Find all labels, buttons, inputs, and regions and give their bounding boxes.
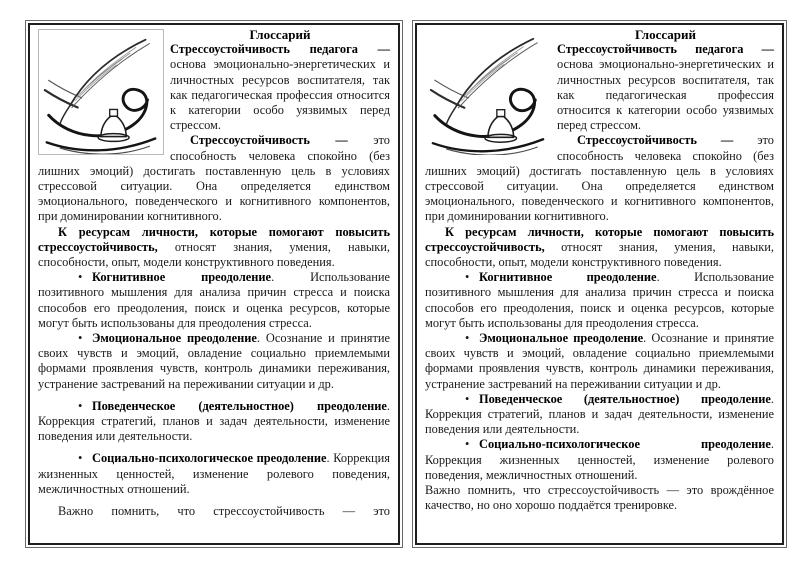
quill-pen-illustration <box>38 29 164 155</box>
bullet-marker: • <box>78 398 83 413</box>
body-text: это способность человека спокойно (без лишних эмоций) достигать поставленную цель в условиях стрессовой ситуации. Она определяется единством эмоционального, поведенческого и когнитивного компонентов, при доминировании когнитивного. <box>38 133 390 224</box>
body-text: Важно помнить, что стрессоустойчивость — это врождённое качество, но оно хорошо поддаётся тренировке. <box>425 483 774 513</box>
term-bold-text: Когнитивное преодоление <box>92 270 272 285</box>
bullet-marker: • <box>465 437 470 452</box>
body-text: . Осознание и принятие своих чувств и эмоций, овладение социально приемлемыми формами проявления чувств, контроль динамики переживания, устранение застреваний на переживании ситуации и др. <box>38 331 390 391</box>
glossary-card-right-frame <box>415 23 784 545</box>
body-text: это способность человека спокойно (без лишних эмоций) достигать поставленную цель в условиях стрессовой ситуации. Она определяется единством эмоционального, поведенческого и когнитивного компонентов, при доминировании когнитивного. <box>425 133 774 224</box>
bullet-paragraph <box>425 331 774 392</box>
paragraph <box>38 225 390 271</box>
body-text: Важно помнить, что стрессоустойчивость — это <box>58 504 390 519</box>
body-text: . Коррекция стратегий, планов и задач деятельности, изменение поведения или деятельности. <box>38 398 390 444</box>
bullet-marker: • <box>465 331 470 346</box>
term-bold-text: К ресурсам личности, которые помогают повысить стрессоустойчивость, <box>38 224 390 254</box>
glossary-card-right <box>412 20 787 548</box>
term-bold-text: Социально-психологическое преодоление <box>92 451 327 466</box>
term-bold-text: Когнитивное преодоление <box>479 270 657 285</box>
bullet-paragraph <box>38 399 390 445</box>
glossary-card-left <box>25 20 403 548</box>
paragraph <box>425 483 774 513</box>
body-text: основа эмоционально-энергетических и личностных ресурсов воспитателя, так как педагогическая профессия относится к категории особо уязвимых перед стрессом. <box>170 57 390 133</box>
bullet-paragraph <box>38 270 390 331</box>
body-text: . Использование позитивного мышления для анализа причин стресса и поиска способов его преодоления, поиск и оценка ресурсов, которые могут быть использованы для преодоления стресса. <box>425 270 775 330</box>
term-bold-text: Эмоциональное преодоление <box>92 331 257 346</box>
bullet-paragraph <box>38 451 390 497</box>
bullet-paragraph <box>38 331 390 392</box>
quill-pen-illustration <box>425 29 551 155</box>
glossary-card-left-frame <box>28 23 400 545</box>
body-text: относят знания, умения, навыки, способности, опыт, модели конструктивного поведения. <box>38 239 390 270</box>
term-bold-text: Поведенческое (деятельностное) преодоление <box>479 391 771 406</box>
term-bold-text: Стрессоустойчивость педагога — <box>557 42 774 57</box>
term-bold-text: К ресурсам личности, которые помогают повысить стрессоустойчивость, <box>425 224 774 254</box>
quill-inkwell-icon <box>425 29 551 155</box>
body-text: основа эмоционально-энергетических и личностных ресурсов воспитателя, так как педагогическая профессия относится к категории особо уязвимых перед стрессом. <box>557 57 774 133</box>
body-text: . Коррекция стратегий, планов и задач деятельности, изменение поведения или деятельности. <box>425 391 774 437</box>
bullet-marker: • <box>78 270 83 285</box>
term-bold-text: Социально-психологическое преодоление <box>479 437 771 452</box>
term-bold-text: Стрессоустойчивость — <box>190 133 374 148</box>
bullet-marker: • <box>78 331 83 346</box>
bullet-paragraph <box>425 392 774 438</box>
bullet-paragraph <box>425 437 774 483</box>
paragraph <box>38 504 390 519</box>
term-bold-text: Поведенческое (деятельностное) преодоление <box>92 398 387 413</box>
body-text: . Коррекция жизненных ценностей, изменение ролевого поведения, межличностных отношений. <box>425 437 774 482</box>
quill-inkwell-icon <box>39 30 163 154</box>
bullet-paragraph <box>425 270 774 331</box>
bullet-marker: • <box>78 451 83 466</box>
glossary-title: Глоссарий <box>634 27 696 42</box>
term-bold-text: Стрессоустойчивость педагога — <box>170 42 390 57</box>
bullet-marker: • <box>465 391 470 406</box>
paragraph <box>425 225 774 271</box>
term-bold-text: Стрессоустойчивость — <box>577 133 758 148</box>
body-text: . Коррекция жизненных ценностей, изменение ролевого поведения, межличностных отношений. <box>38 451 390 496</box>
term-bold-text: Эмоциональное преодоление <box>479 331 644 346</box>
body-text: . Использование позитивного мышления для анализа причин стресса и поиска способов его преодоления, поиск и оценка ресурсов, которые могут быть использованы для преодоления стресса. <box>38 270 391 330</box>
body-text: . Осознание и принятие своих чувств и эмоций, овладение социально приемлемыми формами проявления чувств, контроль динамики переживания, устранение застреваний на переживании ситуации и др. <box>425 331 774 391</box>
body-text: относят знания, умения, навыки, способности, опыт, модели конструктивного поведения. <box>425 239 774 270</box>
glossary-title: Глоссарий <box>249 27 311 42</box>
bullet-marker: • <box>465 270 470 285</box>
